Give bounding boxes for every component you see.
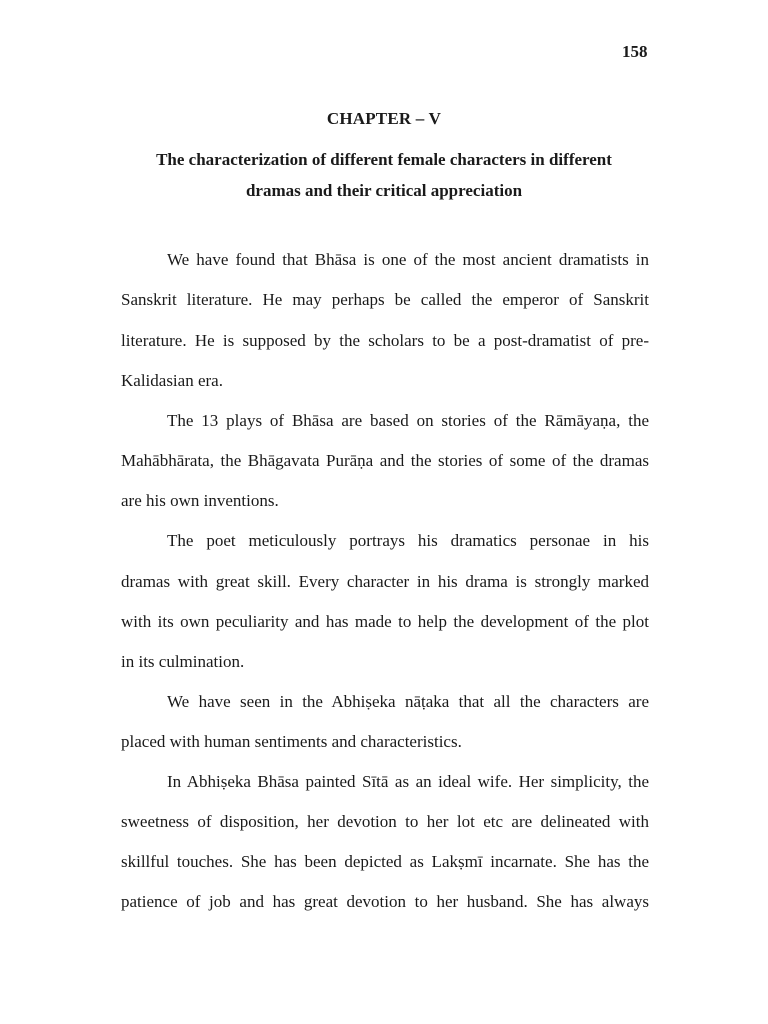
body-line: dramas with great skill. Every character in his drama is strongly marked: [121, 572, 649, 591]
body-line: in its culmination.: [121, 652, 245, 671]
body-line: placed with human sentiments and characteristics.: [121, 732, 462, 751]
body-line: patience of job and has great devotion to her husband. She has always: [121, 892, 649, 911]
page-number: 158: [622, 42, 648, 61]
body-line: skillful touches. She has been depicted as Lakṣmī incarnate. She has the: [121, 852, 649, 871]
body-line: The poet meticulously portrays his dramatics personae in his: [167, 531, 649, 550]
body-line: The 13 plays of Bhāsa are based on stories of the Rāmāyaṇa, the: [167, 411, 649, 430]
body-line: We have found that Bhāsa is one of the most ancient dramatists in: [167, 250, 649, 269]
body-line: Sanskrit literature. He may perhaps be called the emperor of Sanskrit: [121, 290, 649, 309]
body-line: sweetness of disposition, her devotion to her lot etc are delineated with: [121, 812, 649, 831]
body-line: Mahābhārata, the Bhāgavata Purāṇa and the stories of some of the dramas: [121, 451, 649, 470]
body-line: literature. He is supposed by the scholars to be a post-dramatist of pre-: [121, 331, 649, 350]
chapter-heading: CHAPTER – V: [326, 109, 442, 128]
body-line: In Abhiṣeka Bhāsa painted Sītā as an ideal wife. Her simplicity, the: [167, 772, 649, 791]
body-line: Kalidasian era.: [121, 371, 223, 390]
body-line: are his own inventions.: [121, 491, 279, 510]
chapter-title-line-2: dramas and their critical appreciation: [245, 181, 523, 200]
chapter-title-line-1: The characterization of different female characters in different: [156, 150, 612, 169]
body-line: with its own peculiarity and has made to help the development of the plot: [121, 612, 649, 631]
body-line: We have seen in the Abhiṣeka nāṭaka that all the characters are: [167, 692, 649, 711]
